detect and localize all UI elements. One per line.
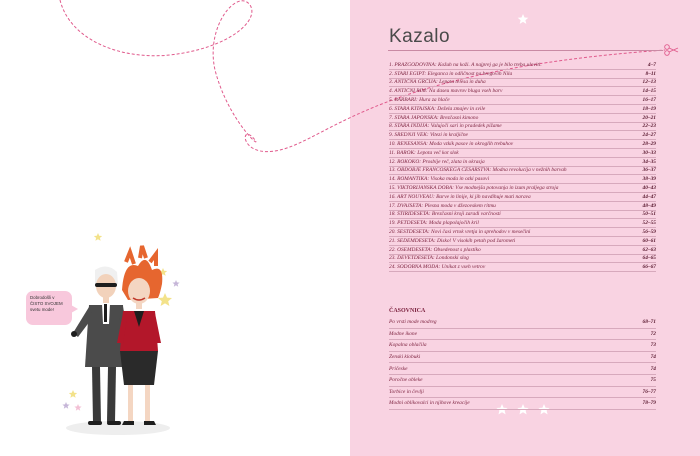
page-title: Kazalo — [389, 26, 451, 47]
toc-entry[interactable] — [389, 123, 656, 132]
toc-entry[interactable] — [389, 237, 656, 246]
toc-entry[interactable] — [389, 219, 656, 228]
toc-entry-title: 9. SREDNJI VEK: Vitezi in kraljične — [389, 132, 468, 139]
toc-entry-title: Ženski klobuki — [389, 354, 421, 361]
toc-entry[interactable] — [389, 114, 656, 123]
toc-entry-title: 3. ANTIČNA GRČIJA: Lepota telesa in duha — [389, 79, 486, 86]
toc-entry-pages: 64–65 — [642, 255, 656, 262]
toc-entry-pages: 14–15 — [642, 88, 656, 95]
toc-entry-title: 7. STARA JAPONSKA: Brezčasni kimono — [389, 114, 479, 121]
toc-entry-title: 19. PETDESETA: Moda plapolajočih kril — [389, 220, 479, 227]
toc-entry[interactable] — [389, 363, 656, 375]
timeline-list — [389, 317, 656, 410]
toc-entry-title: 2. STARI EGIPT: Eleganca in odličnost na bregovih Nila — [389, 70, 513, 77]
toc-entry-pages: 56–59 — [642, 229, 656, 236]
toc-entry-title: 24. SODOBNA MODA: Unikat z vseh vetrov — [389, 264, 486, 271]
speech-bubble: Dobrodošli v ČISTO SVOJEM svetu mode! — [26, 291, 72, 325]
toc-entry-title: 17. DVAJSETA: Plesna moda v džezovskem ritmu — [389, 202, 496, 209]
toc-entry-title: 10. RENESANSA: Moda vzkik pasov in okroglih trebuhov — [389, 141, 514, 148]
toc-entry-pages: 78–79 — [642, 400, 656, 407]
toc-entry[interactable] — [389, 387, 656, 399]
toc-entry-pages: 40–43 — [642, 185, 656, 192]
toc-entry[interactable] — [389, 228, 656, 237]
toc-entry-title: 1. PRAZGODOVINA: Kožuh na koži. A najprej ga je bilo treba uloviti. — [389, 61, 542, 68]
toc-entry-pages: 62–63 — [642, 246, 656, 253]
toc-entry[interactable] — [389, 317, 656, 329]
toc-entry[interactable] — [389, 352, 656, 364]
toc-entry-title: 6. STARA KITAJSKA: Dežela zmajev in svile — [389, 105, 486, 112]
toc-entry-title: Pričeske — [389, 365, 408, 372]
toc-entry-title: 14. ROMANTIKA: Visoka moda in ozki pasovi — [389, 176, 490, 183]
toc-entry[interactable] — [389, 140, 656, 149]
toc-entry-pages: 48–49 — [642, 202, 656, 209]
toc-entry-pages: 72 — [650, 330, 656, 337]
toc-entry-pages: 68–71 — [642, 319, 656, 326]
toc-entry[interactable] — [389, 193, 656, 202]
toc-entry[interactable] — [389, 246, 656, 255]
toc-entry[interactable] — [389, 87, 656, 96]
toc-entry[interactable] — [389, 158, 656, 167]
toc-entry-pages: 4–7 — [647, 61, 656, 68]
toc-entry-pages: 30–33 — [642, 149, 656, 156]
toc-entry-title: Modni oblikovalci in njihove kreacije — [389, 400, 470, 407]
toc-entry[interactable] — [389, 149, 656, 158]
toc-entry[interactable] — [389, 329, 656, 341]
toc-entry-title: 11. BAROK: Lepota več kot slok — [389, 149, 459, 156]
toc-entry-pages: 12–13 — [642, 79, 656, 86]
toc-entry[interactable] — [389, 79, 656, 88]
toc-entry-title: 20. ŠESTDESETA: Novi časi vrtok vretja in sprehodov v mesečini — [389, 229, 531, 236]
toc-entry-title: Poročne obleke — [389, 377, 423, 384]
toc-entry-pages: 28–29 — [642, 141, 656, 148]
toc-entry-pages: 20–21 — [642, 114, 656, 121]
title-rule — [388, 50, 663, 51]
toc-entry-title: 12. ROKOKO: Prosbije reč, zlata in okrasja — [389, 158, 485, 165]
toc-entry[interactable] — [389, 202, 656, 211]
toc-entry[interactable] — [389, 167, 656, 176]
toc-entry[interactable] — [389, 340, 656, 352]
toc-entry[interactable] — [389, 375, 656, 387]
toc-entry[interactable] — [389, 263, 656, 272]
toc-entry-title: 5. BARBARI: Hura za hlače — [389, 97, 450, 104]
toc-entry-pages: 22–23 — [642, 123, 656, 130]
toc-entry[interactable] — [389, 105, 656, 114]
toc-entry-title: 21. SEDEMDESETA: Disko! V visokih petah pod žarometi — [389, 237, 516, 244]
toc-entry-title: 22. OSEMDESETA: Obsedenost s plastiko — [389, 246, 481, 253]
toc-entry[interactable] — [389, 96, 656, 105]
toc-entry-title: 13. OBDOBJE FRANCOSKEGA CESARSTVA: Modna revolucija v nežnih barvah — [389, 167, 567, 174]
toc-entry[interactable] — [389, 255, 656, 264]
toc-entry-pages: 74 — [650, 365, 656, 372]
toc-entry-pages: 75 — [650, 377, 656, 384]
toc-entry-pages: 18–19 — [642, 105, 656, 112]
toc-entry[interactable] — [389, 175, 656, 184]
toc-entry[interactable] — [389, 211, 656, 220]
toc-entry-pages: 66–67 — [642, 264, 656, 271]
toc-entry-title: 15. VIKTORIJANSKA DOBA: Vse modnejša potovanja in izum praljega stroja — [389, 185, 559, 192]
toc-entry-pages: 44–47 — [642, 193, 656, 200]
toc-entry-pages: 36–37 — [642, 167, 656, 174]
toc-entry-pages: 73 — [650, 342, 656, 349]
toc-entry-title: 8. STARA INDIJA: Valujoči sari in pradedek pižame — [389, 123, 502, 130]
toc-entry-pages: 76–77 — [642, 388, 656, 395]
toc-entry-title: 4. ANTIČNI RIM: Na daseu mavrov bluga vseh barv — [389, 88, 503, 95]
toc-entry-pages: 38–39 — [642, 176, 656, 183]
toc-entry-title: Po vrsti mode modreg — [389, 319, 437, 326]
toc-entry-title: Modne ikone — [389, 330, 417, 337]
toc-entry[interactable] — [389, 61, 656, 70]
toc-entry-pages: 8–11 — [645, 70, 656, 77]
toc-entry-pages: 52–55 — [642, 220, 656, 227]
toc-entry-pages: 24–27 — [642, 132, 656, 139]
timeline-heading: ČASOVNICA — [389, 308, 426, 314]
toc-entry[interactable] — [389, 131, 656, 140]
toc-entry[interactable] — [389, 70, 656, 79]
toc-entry-title: 18. ŠTIRIDESETA: Brezčasni kroji zaradi varčnosti — [389, 211, 501, 218]
toc-entry-title: Kopalna oblačila — [389, 342, 427, 349]
toc-entry-pages: 16–17 — [642, 97, 656, 104]
toc-entry-title: 23. DEVETDESETA: Londonski slog — [389, 255, 469, 262]
toc-entry-pages: 60–61 — [642, 237, 656, 244]
toc-entry-pages: 74 — [650, 354, 656, 361]
toc-entry-title: Torbice in čevlji — [389, 388, 424, 395]
toc-entry-title: 16. ART NOUVEAU: Barve in linije, ki jih navdihuje mati narava — [389, 193, 531, 200]
toc-entry[interactable] — [389, 184, 656, 193]
table-of-contents — [389, 61, 656, 272]
toc-entry[interactable] — [389, 398, 656, 410]
toc-entry-pages: 50–51 — [642, 211, 656, 218]
toc-entry-pages: 34–35 — [642, 158, 656, 165]
